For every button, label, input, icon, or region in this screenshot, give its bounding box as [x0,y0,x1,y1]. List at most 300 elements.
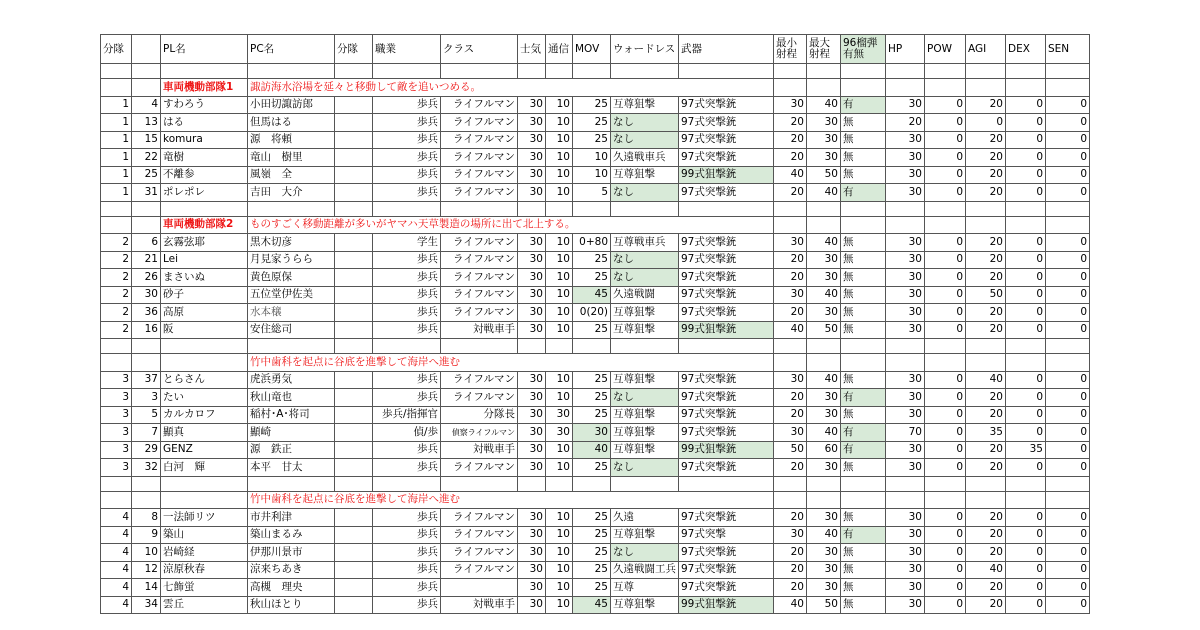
cell[interactable]: 99式狙撃銃 [679,596,774,614]
empty-cell[interactable] [101,201,132,216]
empty-cell[interactable] [101,491,132,509]
cell[interactable]: 無 [841,321,886,339]
empty-cell[interactable] [841,491,886,509]
cell[interactable]: 25 [573,459,611,477]
cell[interactable]: 21 [132,251,161,269]
empty-cell[interactable] [101,339,132,354]
cell[interactable]: 20 [966,184,1006,202]
empty-cell[interactable] [774,201,807,216]
cell[interactable]: 歩兵 [373,579,441,597]
cell[interactable] [335,579,373,597]
empty-cell[interactable] [546,201,573,216]
cell[interactable]: カルカロフ [161,406,248,424]
cell[interactable]: 1 [101,96,132,114]
cell[interactable]: 97式突撃銃 [679,286,774,304]
cell[interactable]: 20 [774,406,807,424]
cell[interactable]: 砂子 [161,286,248,304]
empty-cell[interactable] [841,79,886,97]
cell[interactable] [441,579,518,597]
cell[interactable]: なし [611,389,679,407]
cell[interactable]: 4 [101,579,132,597]
cell[interactable]: 40 [966,561,1006,579]
cell[interactable]: 97式突撃銃 [679,459,774,477]
cell[interactable]: 0 [1046,149,1090,167]
cell[interactable]: 25 [573,579,611,597]
empty-cell[interactable] [774,339,807,354]
cell[interactable]: 20 [774,544,807,562]
cell[interactable]: 30 [886,459,925,477]
cell[interactable]: ライフルマン [441,561,518,579]
cell[interactable]: 互尊狙撃 [611,371,679,389]
cell[interactable]: 40 [774,596,807,614]
cell[interactable]: 20 [966,96,1006,114]
cell[interactable]: 20 [886,114,925,132]
cell[interactable]: 10 [546,234,573,252]
section-note[interactable]: 諏訪海水浴場を延々と移動して敵を追いつめる。 [248,79,774,97]
cell[interactable]: ライフルマン [441,526,518,544]
cell[interactable]: 32 [132,459,161,477]
cell[interactable]: 40 [807,286,841,304]
cell[interactable]: 3 [101,371,132,389]
cell[interactable]: 歩兵 [373,321,441,339]
cell[interactable]: 1 [101,166,132,184]
cell[interactable]: 97式突撃銃 [679,406,774,424]
section-note[interactable]: ものすごく移動距離が多いがヤマハ天草製造の場所に出て北上する。 [248,216,774,234]
cell[interactable]: 30 [518,371,546,389]
cell[interactable]: 20 [966,389,1006,407]
cell[interactable]: 0 [1006,114,1046,132]
cell[interactable]: 涼来ちあき [248,561,335,579]
cell[interactable]: なし [611,251,679,269]
empty-cell[interactable] [774,79,807,97]
cell[interactable]: なし [611,269,679,287]
empty-cell[interactable] [774,216,807,234]
cell[interactable]: 30 [518,184,546,202]
cell[interactable]: 40 [774,166,807,184]
cell[interactable]: 4 [101,544,132,562]
empty-cell[interactable] [774,64,807,79]
cell[interactable]: 3 [101,424,132,442]
cell[interactable]: 97式突撃銃 [679,544,774,562]
cell[interactable]: 10 [546,286,573,304]
cell[interactable] [335,389,373,407]
cell[interactable]: 無 [841,596,886,614]
empty-cell[interactable] [1046,216,1090,234]
cell[interactable]: 0 [1046,251,1090,269]
cell[interactable] [335,561,373,579]
cell[interactable]: 0 [1006,509,1046,527]
cell[interactable]: 歩兵 [373,166,441,184]
cell[interactable]: 4 [132,96,161,114]
cell[interactable]: 築山 [161,526,248,544]
cell[interactable]: 歩兵 [373,389,441,407]
cell[interactable]: 25 [573,371,611,389]
cell[interactable]: Lei [161,251,248,269]
cell[interactable]: 22 [132,149,161,167]
empty-cell[interactable] [841,476,886,491]
cell[interactable]: 30 [774,424,807,442]
cell[interactable]: 6 [132,234,161,252]
cell[interactable]: 10 [546,304,573,322]
cell[interactable] [335,371,373,389]
cell[interactable]: 互尊狙撃 [611,406,679,424]
cell[interactable]: 0 [925,579,966,597]
cell[interactable]: 0 [925,596,966,614]
cell[interactable]: 30 [807,114,841,132]
empty-cell[interactable] [573,201,611,216]
section-title[interactable] [161,354,248,372]
cell[interactable]: 無 [841,304,886,322]
empty-cell[interactable] [335,339,373,354]
cell[interactable]: 互尊 [611,579,679,597]
cell[interactable]: GENZ [161,441,248,459]
cell[interactable]: 0 [925,406,966,424]
cell[interactable]: 0 [925,184,966,202]
cell[interactable]: 36 [132,304,161,322]
cell[interactable]: 30 [886,526,925,544]
cell[interactable] [335,184,373,202]
cell[interactable]: 10 [546,321,573,339]
cell[interactable]: 20 [966,544,1006,562]
cell[interactable]: 99式狙撃銃 [679,321,774,339]
cell[interactable] [335,96,373,114]
cell[interactable]: 0 [1006,234,1046,252]
cell[interactable]: 0 [1006,389,1046,407]
cell[interactable]: 源 鉄正 [248,441,335,459]
cell[interactable]: 互尊狙撃 [611,96,679,114]
cell[interactable]: 4 [101,561,132,579]
cell[interactable]: 雲丘 [161,596,248,614]
cell[interactable]: 30 [886,96,925,114]
cell[interactable]: 虎浜勇気 [248,371,335,389]
cell[interactable]: 七飾蛍 [161,579,248,597]
cell[interactable]: 無 [841,131,886,149]
cell[interactable]: 0 [1046,406,1090,424]
cell[interactable]: 30 [518,131,546,149]
cell[interactable]: 30 [518,406,546,424]
cell[interactable]: 9 [132,526,161,544]
cell[interactable]: 40 [573,441,611,459]
cell[interactable]: 久遠戦闘工兵 [611,561,679,579]
cell[interactable]: 0 [1046,131,1090,149]
empty-cell[interactable] [886,201,925,216]
empty-cell[interactable] [886,64,925,79]
cell[interactable]: 10 [546,269,573,287]
cell[interactable]: 歩兵 [373,286,441,304]
cell[interactable]: 10 [546,114,573,132]
empty-cell[interactable] [248,339,335,354]
empty-cell[interactable] [679,201,774,216]
cell[interactable]: 0 [925,251,966,269]
cell[interactable]: 高原 [161,304,248,322]
cell[interactable]: 20 [774,579,807,597]
cell[interactable] [335,459,373,477]
cell[interactable]: 35 [1006,441,1046,459]
cell[interactable]: 25 [573,526,611,544]
cell[interactable]: 30 [774,234,807,252]
empty-cell[interactable] [373,476,441,491]
cell[interactable]: 無 [841,561,886,579]
cell[interactable]: 30 [518,596,546,614]
cell[interactable]: 45 [573,286,611,304]
cell[interactable]: 30 [518,526,546,544]
cell[interactable]: 0 [1046,269,1090,287]
cell[interactable]: 涼原秋春 [161,561,248,579]
cell[interactable]: 20 [966,596,1006,614]
cell[interactable]: 0 [1006,526,1046,544]
cell[interactable]: 0 [925,286,966,304]
empty-cell[interactable] [925,64,966,79]
cell[interactable]: 0 [925,544,966,562]
cell[interactable]: 20 [966,459,1006,477]
cell[interactable]: 歩兵 [373,114,441,132]
cell[interactable]: 40 [807,234,841,252]
cell[interactable]: 0 [1006,406,1046,424]
header-cell[interactable]: 最小 射程 [774,35,807,64]
cell[interactable]: 久遠戦車兵 [611,149,679,167]
cell[interactable]: 40 [807,184,841,202]
cell[interactable] [335,286,373,304]
cell[interactable]: 0 [1006,251,1046,269]
cell[interactable]: ライフルマン [441,459,518,477]
cell[interactable]: 30 [807,389,841,407]
empty-cell[interactable] [925,339,966,354]
cell[interactable]: 14 [132,579,161,597]
empty-cell[interactable] [441,201,518,216]
cell[interactable]: 5 [132,406,161,424]
empty-cell[interactable] [132,491,161,509]
header-cell[interactable]: 通信 [546,35,573,64]
empty-cell[interactable] [518,476,546,491]
cell[interactable]: 7 [132,424,161,442]
cell[interactable]: 竜樹 [161,149,248,167]
cell[interactable]: 20 [774,149,807,167]
cell[interactable]: ライフルマン [441,114,518,132]
cell[interactable]: 3 [132,389,161,407]
header-cell[interactable]: PL名 [161,35,248,64]
cell[interactable]: 50 [807,321,841,339]
cell[interactable]: ライフルマン [441,251,518,269]
cell[interactable] [335,166,373,184]
cell[interactable]: 4 [101,509,132,527]
empty-cell[interactable] [679,339,774,354]
empty-cell[interactable] [248,64,335,79]
cell[interactable]: 小田切諏訪郎 [248,96,335,114]
empty-cell[interactable] [1046,354,1090,372]
empty-cell[interactable] [101,354,132,372]
cell[interactable]: 10 [546,184,573,202]
empty-cell[interactable] [1006,64,1046,79]
cell[interactable]: 30 [518,441,546,459]
empty-cell[interactable] [679,64,774,79]
empty-cell[interactable] [966,491,1006,509]
cell[interactable]: 歩兵 [373,544,441,562]
cell[interactable]: はる [161,114,248,132]
cell[interactable]: 30 [518,544,546,562]
header-cell[interactable]: 最大 射程 [807,35,841,64]
cell[interactable]: 20 [774,184,807,202]
empty-cell[interactable] [966,201,1006,216]
cell[interactable]: 97式突撃銃 [679,114,774,132]
cell[interactable]: 竜山 樹里 [248,149,335,167]
cell[interactable]: 30 [518,269,546,287]
empty-cell[interactable] [841,201,886,216]
cell[interactable]: 10 [546,251,573,269]
empty-cell[interactable] [132,79,161,97]
cell[interactable]: 99式狙撃銃 [679,166,774,184]
empty-cell[interactable] [807,354,841,372]
empty-cell[interactable] [1046,491,1090,509]
cell[interactable]: 0 [1046,166,1090,184]
empty-cell[interactable] [1046,476,1090,491]
empty-cell[interactable] [611,64,679,79]
cell[interactable]: 無 [841,149,886,167]
cell[interactable]: たい [161,389,248,407]
cell[interactable]: 3 [101,406,132,424]
cell[interactable]: 互尊狙撃 [611,596,679,614]
cell[interactable]: 無 [841,269,886,287]
cell[interactable]: 0 [925,166,966,184]
empty-cell[interactable] [1046,201,1090,216]
cell[interactable]: 1 [101,149,132,167]
empty-cell[interactable] [161,201,248,216]
cell[interactable]: ライフルマン [441,304,518,322]
empty-cell[interactable] [841,339,886,354]
empty-cell[interactable] [441,64,518,79]
cell[interactable]: 10 [132,544,161,562]
cell[interactable]: 25 [573,544,611,562]
header-cell[interactable]: 職業 [373,35,441,64]
cell[interactable]: ポレポレ [161,184,248,202]
cell[interactable]: 歩兵 [373,509,441,527]
cell[interactable]: 97式突撃銃 [679,149,774,167]
cell[interactable]: 0 [1006,304,1046,322]
cell[interactable]: 無 [841,286,886,304]
empty-cell[interactable] [807,64,841,79]
cell[interactable]: ライフルマン [441,371,518,389]
cell[interactable]: 0 [966,114,1006,132]
cell[interactable]: 0 [1006,184,1046,202]
empty-cell[interactable] [841,354,886,372]
cell[interactable]: 歩兵 [373,441,441,459]
cell[interactable]: 0 [1046,304,1090,322]
empty-cell[interactable] [886,476,925,491]
cell[interactable]: 97式突撃銃 [679,184,774,202]
cell[interactable]: 25 [573,321,611,339]
cell[interactable]: 30 [518,286,546,304]
cell[interactable]: 12 [132,561,161,579]
cell[interactable]: 対戦車手 [441,321,518,339]
cell[interactable]: 五位堂伊佐美 [248,286,335,304]
empty-cell[interactable] [373,339,441,354]
cell[interactable]: 無 [841,234,886,252]
empty-cell[interactable] [161,64,248,79]
empty-cell[interactable] [546,64,573,79]
cell[interactable]: 歩兵 [373,526,441,544]
cell[interactable]: 30 [886,269,925,287]
cell[interactable]: 月見家うらら [248,251,335,269]
cell[interactable]: 25 [573,406,611,424]
empty-cell[interactable] [925,201,966,216]
cell[interactable]: 20 [966,234,1006,252]
empty-cell[interactable] [101,216,132,234]
cell[interactable]: 30 [886,184,925,202]
cell[interactable]: 0 [1046,579,1090,597]
cell[interactable]: 吉田 大介 [248,184,335,202]
cell[interactable] [335,509,373,527]
empty-cell[interactable] [161,476,248,491]
cell[interactable]: 97式突撃銃 [679,96,774,114]
cell[interactable]: 30 [807,509,841,527]
cell[interactable] [335,526,373,544]
cell[interactable]: 97式突撃銃 [679,269,774,287]
cell[interactable]: 歩兵 [373,459,441,477]
cell[interactable]: 白河 輝 [161,459,248,477]
cell[interactable]: 0 [1046,371,1090,389]
cell[interactable]: 31 [132,184,161,202]
cell[interactable]: 97式突撃 [679,526,774,544]
cell[interactable]: 30 [807,544,841,562]
cell[interactable]: 3 [101,441,132,459]
cell[interactable]: 10 [546,166,573,184]
empty-cell[interactable] [132,339,161,354]
cell[interactable]: 0 [1046,321,1090,339]
empty-cell[interactable] [925,491,966,509]
cell[interactable]: とらさん [161,371,248,389]
empty-cell[interactable] [611,476,679,491]
cell[interactable]: 30 [886,251,925,269]
cell[interactable]: 0 [1046,526,1090,544]
cell[interactable]: 秋山竜也 [248,389,335,407]
cell[interactable]: 30 [886,579,925,597]
cell[interactable]: 45 [573,596,611,614]
cell[interactable]: 風嶺 全 [248,166,335,184]
cell[interactable]: 10 [546,526,573,544]
cell[interactable]: 20 [774,389,807,407]
cell[interactable] [335,544,373,562]
cell[interactable] [335,441,373,459]
cell[interactable]: 20 [774,114,807,132]
cell[interactable]: 60 [807,441,841,459]
empty-cell[interactable] [335,476,373,491]
cell[interactable]: 97式突撃銃 [679,304,774,322]
header-cell[interactable]: PC名 [248,35,335,64]
cell[interactable]: 有 [841,389,886,407]
cell[interactable]: 3 [101,389,132,407]
cell[interactable]: 0 [1046,561,1090,579]
cell[interactable]: 30 [886,441,925,459]
cell[interactable]: 30 [807,131,841,149]
cell[interactable]: 30 [886,544,925,562]
cell[interactable]: 29 [132,441,161,459]
empty-cell[interactable] [886,339,925,354]
cell[interactable]: 偵/歩 [373,424,441,442]
cell[interactable]: 阪 [161,321,248,339]
cell[interactable]: 0 [1006,166,1046,184]
cell[interactable]: 歩兵 [373,371,441,389]
cell[interactable]: 安住総司 [248,321,335,339]
cell[interactable]: 0(20) [573,304,611,322]
cell[interactable]: 0 [925,131,966,149]
cell[interactable]: 30 [807,561,841,579]
cell[interactable]: ライフルマン [441,269,518,287]
header-cell[interactable] [132,35,161,64]
cell[interactable]: 0 [925,149,966,167]
cell[interactable]: 0+80 [573,234,611,252]
cell[interactable]: 20 [966,509,1006,527]
cell[interactable]: 30 [518,96,546,114]
cell[interactable]: 0 [1006,544,1046,562]
